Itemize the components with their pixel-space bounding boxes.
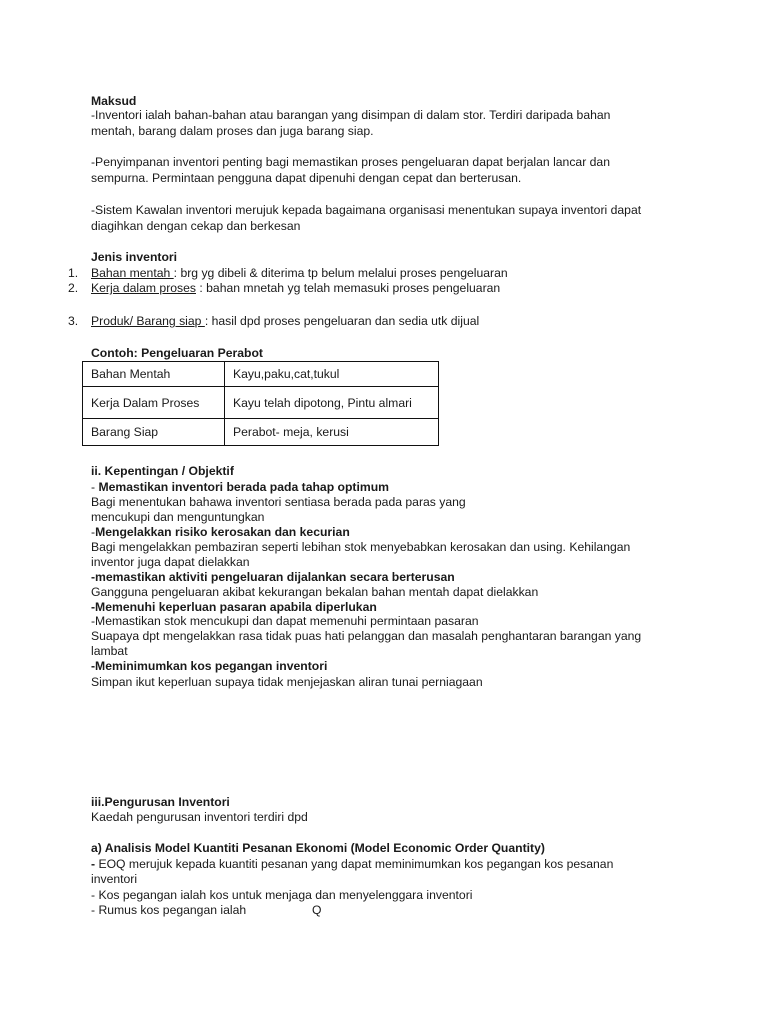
section-text-line: - Rumus kos pegangan ialah (91, 903, 247, 917)
section-text-line: Gangguna pengeluaran akibat kekurangan bekalan bahan mentah dapat dielakkan (91, 585, 539, 599)
section-text-line (91, 857, 613, 872)
list-item (91, 281, 500, 296)
section-heading (91, 525, 350, 540)
list-item (91, 314, 479, 329)
list-item-term: Produk/ Barang siap (91, 314, 205, 328)
maksud-text-line: mentah, barang dalam proses dan juga barang siap. (91, 124, 374, 138)
dash-prefix: - (91, 480, 99, 494)
table-row (83, 362, 439, 387)
maksud-text-line: -Penyimpanan inventori penting bagi memastikan proses pengeluaran dapat berjalan lancar dan (91, 155, 610, 169)
list-number: 1. (68, 266, 79, 280)
section-heading: -Memenuhi keperluan pasaran apabila diperlukan (91, 600, 377, 614)
dash-prefix: - (91, 857, 99, 871)
example-table (82, 361, 439, 446)
table-cell: Barang Siap (83, 419, 225, 446)
maksud-text-line: diagihkan dengan cekap dan berkesan (91, 219, 301, 233)
section-heading-text: Mengelakkan risiko kerosakan dan kecurian (95, 525, 350, 539)
section-text-line: Kaedah pengurusan inventori terdiri dpd (91, 810, 308, 824)
kepentingan-heading: ii. Kepentingan / Objektif (91, 464, 234, 478)
section-text-line: Bagi menentukan bahawa inventori sentiasa berada pada paras yang (91, 495, 466, 509)
section-heading-text: Memastikan inventori berada pada tahap optimum (98, 480, 389, 494)
table-cell: Bahan Mentah (83, 362, 225, 387)
section-heading: -memastikan aktiviti pengeluaran dijalankan secara berterusan (91, 570, 455, 584)
section-heading: a) Analisis Model Kuantiti Pesanan Ekonomi (Model Economic Order Quantity) (91, 841, 545, 855)
maksud-heading: Maksud (91, 94, 137, 108)
section-heading (91, 480, 389, 495)
table-cell: Kayu telah dipotong, Pintu almari (225, 387, 439, 419)
list-item-term: Kerja dalam proses (91, 281, 196, 295)
table-row (83, 387, 439, 419)
section-text-line: Suapaya dpt mengelakkan rasa tidak puas hati pelanggan dan masalah penghantaran barangan yang (91, 629, 642, 643)
contoh-heading: Contoh: Pengeluaran Perabot (91, 346, 263, 360)
section-text-line: inventori (91, 872, 138, 886)
maksud-text-line: -Sistem Kawalan inventori merujuk kepada bagaimana organisasi menentukan supaya inventori dapat (91, 203, 642, 217)
list-item-desc: : hasil dpd proses pengeluaran dan sedia utk dijual (204, 314, 480, 328)
table-cell: Perabot- meja, kerusi (225, 419, 439, 446)
jenis-heading: Jenis inventori (91, 250, 178, 264)
section-text-line: Bagi mengelakkan pembaziran seperti lebihan stok menyebabkan kerosakan dan using. Kehilangan (91, 540, 631, 554)
pengurusan-heading: iii.Pengurusan Inventori (91, 795, 230, 809)
section-heading: -Meminimumkan kos pegangan inventori (91, 659, 328, 673)
list-item (91, 266, 508, 281)
formula-q-symbol: Q (312, 903, 322, 917)
section-text-line: - Kos pegangan ialah kos untuk menjaga dan menyelenggara inventori (91, 888, 473, 902)
section-text-line: mencukupi dan menguntungkan (91, 510, 265, 524)
dash-prefix: - (91, 525, 96, 539)
maksud-text-line: sempurna. Permintaan pengguna dapat dipenuhi dengan cepat dan berterusan. (91, 171, 522, 185)
table-row (83, 419, 439, 446)
section-text-line: inventor juga dapat dielakkan (91, 555, 250, 569)
section-text-line: lambat (91, 644, 128, 658)
section-text: EOQ merujuk kepada kuantiti pesanan yang dapat meminimumkan kos pegangan kos pesanan (98, 857, 614, 871)
table-cell: Kerja Dalam Proses (83, 387, 225, 419)
list-number: 2. (68, 281, 79, 295)
section-text-line: Simpan ikut keperluan supaya tidak menjejaskan aliran tunai perniagaan (91, 675, 483, 689)
list-item-desc: : brg yg dibeli & diterima tp belum melalui proses pengeluaran (173, 266, 508, 280)
section-text-line: -Memastikan stok mencukupi dan dapat memenuhi permintaan pasaran (91, 614, 479, 628)
list-item-term: Bahan mentah (91, 266, 174, 280)
maksud-text-line: -Inventori ialah bahan-bahan atau barangan yang disimpan di dalam stor. Terdiri daripada bahan (91, 108, 611, 122)
table-cell: Kayu,paku,cat,tukul (225, 362, 439, 387)
list-number: 3. (68, 314, 79, 328)
list-item-desc: : bahan mnetah yg telah memasuki proses pengeluaran (196, 281, 501, 295)
